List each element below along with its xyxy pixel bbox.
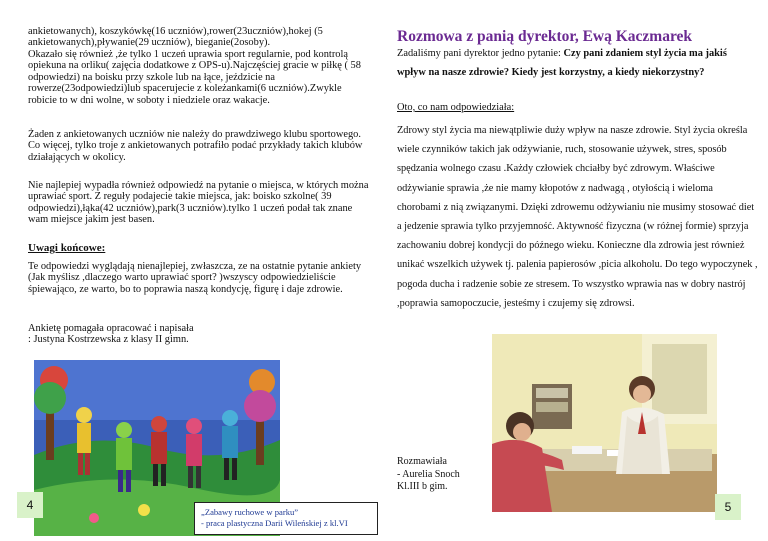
author-note <box>28 323 373 346</box>
page-number-right: 5 <box>715 494 741 520</box>
interview-photo <box>492 334 717 512</box>
caption-line-2: - praca plastyczna Darii Wileńskiej z kl.VI <box>201 518 348 528</box>
question-intro: Zadaliśmy pani dyrektor jedno pytanie: <box>397 48 564 59</box>
interview-question <box>397 44 757 83</box>
closing-remarks-heading: Uwagi końcowe: <box>28 242 106 254</box>
answer-heading: Oto, co nam odpowiedziała: <box>397 102 515 113</box>
question-bold: Czy pani zdaniem styl życia ma jakiś wpływ na nasze zdrowie? Kiedy jest korzystny, a kiedy niekorzystny? <box>397 48 727 79</box>
paragraph-sports-clubs: Żaden z ankietowanych uczniów nie należy do prawdziwego klubu sportowego. Co więcej, tylko troje z ankietowanych potrafiło podać przykłady takich klubów działających w okolicy. <box>28 129 363 163</box>
interview-title: Rozmowa z panią dyrektor, Ewą Kaczmarek <box>397 28 693 45</box>
interview-answer: Zdrowy styl życia ma niewątpliwie duży wpływ na nasze zdrowie. Styl życia określa wiele czynników takich jak odżywianie, ruch, stosowanie używek, stres, sposób spędzania wolnego czasu .Każdy człowiek chciałby być zdrowym. Właściwe odżywianie sprawia ,że nie mamy kłopotów z nadwagą , otyłością i wieloma chorobami z nią związanymi. Dzięki zdrowemu odżywianiu nie musimy stosować diet a jedzenie sprawia tylko przyjemność. Aktywność fizyczna (w różnej formie) sprzyja zachowaniu dobrej kondycji do późnego wieku. Konieczne dla zdrowia jest również unikać wszelkich używek tj. palenia papierosów ,picia alkoholu. Do tego wypoczynek , pogoda ducha i radzenie sobie ze stresem. To wszystko wprawia nas w dobry nastrój ,poprawia samopoczucie, jesteśmy i czujemy się zdrowsi. <box>397 125 758 309</box>
author-line-2: : Justyna Kostrzewska z klasy II gimn. <box>28 334 189 346</box>
credit-line-2: - Aurelia Snoch <box>397 468 460 480</box>
paragraph-regular-sport: Okazało się również ,że tylko 1 uczeń uprawia sport regularnie, pod kontrolą opiekuna na orliku( zajęcia dodatkowe z OPS-u).Najczęściej gracie w piłkę ( 58 odpowiedzi) na boisku przy szkole lub na łące, jeździcie na rowerze(23odpowiedzi)lub spacerujecie z koleżankami(6 uczniów).Zwykle robicie to w dni wolne, w soboty i niedziele oraz wakacje. <box>28 49 361 106</box>
page-number-left: 4 <box>17 492 43 518</box>
author-line-1: Ankietę pomagała opracować i napisała <box>28 323 194 334</box>
paragraph-sports-list: ankietowanych), koszykówkę(16 uczniów),rower(23uczniów),hokej (5 ankietowanych),pływanie(29 uczniów), bieganie(2osoby). <box>28 26 323 49</box>
interviewer-credit <box>397 456 460 494</box>
credit-line-3: Kl.III b gim. <box>397 481 448 493</box>
caption-line-1: „Zabawy ruchowe w parku” <box>201 507 299 517</box>
drawing-caption <box>194 502 378 535</box>
paragraph-sport-places: Nie najlepiej wypadła również odpowiedź na pytanie o miejsca, w których można uprawiać sport. Z reguły podajecie takie miejsca, jak: boisko szkolne( 39 odpowiedzi),łąka(42 uczniów),park(3 uczniów).tylko 1 uczeń podał tak znane wam miejsce jakim jest basen. <box>28 180 369 226</box>
credit-line-1: Rozmawiała <box>397 456 447 467</box>
paragraph-closing: Te odpowiedzi wyglądają nienajlepiej, zwłaszcza, ze na ostatnie pytanie ankiety (Jak myślisz ,dlaczego warto uprawiać sport? )wszyscy odpowiedzieliście śpiewająco, ze warto, bo to poprawia naszą kondycję, figurę i daje zdrowie. <box>28 261 362 295</box>
